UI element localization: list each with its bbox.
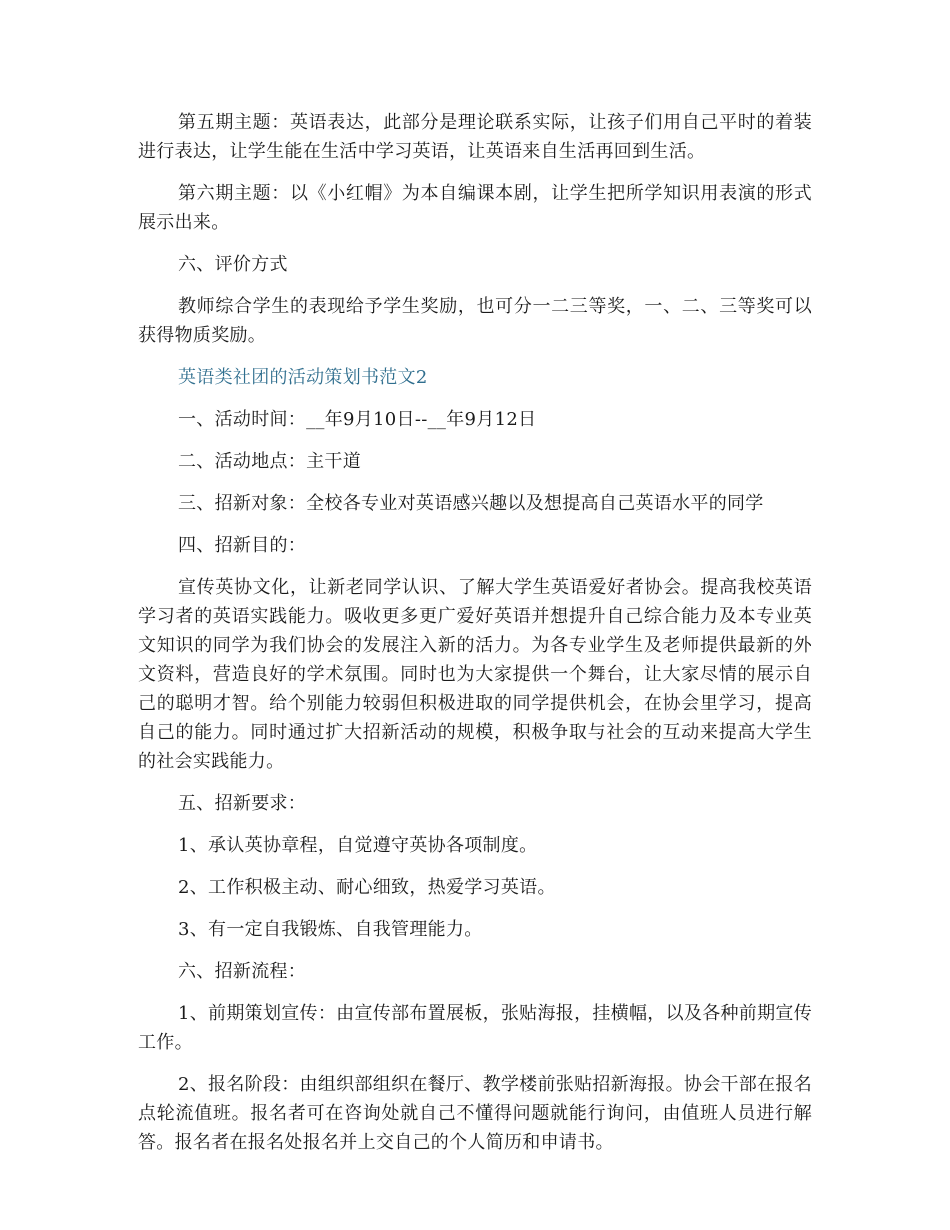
activity-time: 一、活动时间：__年9月10日--__年9月12日 [178, 409, 537, 430]
recruit-purpose-body: 宣传英协文化，让新老同学认识、了解大学生英语爱好者协会。提高我校英语学习者的英语实践能力。吸收更多更广爱好英语并想提升自己综合能力及本专业英文知识的同学为我们协会的发展注入新的活力。为各专业学生及老师提供最新的外文资料，营造良好的学术氛围。同时也为大家提供一个舞台，让大家尽情的展示自己的聪明才智。给个别能力较弱但积极进取的同学提供机会，在协会里学习，提高自己的能力。同时通过扩大招新活动的规模，积极争取与社会的互动来提高大学生的社会实践能力。 [138, 577, 812, 772]
article-2-title: 英语类社团的活动策划书范文2 [178, 367, 428, 388]
paragraph-theme-5: 第五期主题：英语表达，此部分是理论联系实际，让孩子们用自己平时的着装进行表达，让学生能在生活中学习英语，让英语来自生活再回到生活。 [138, 112, 812, 162]
requirement-item-1: 1、承认英协章程，自觉遵守英协各项制度。 [178, 835, 538, 856]
section-evaluation-heading: 六、评价方式 [178, 254, 288, 275]
recruit-target: 三、招新对象：全校各专业对英语感兴趣以及想提高自己英语水平的同学 [178, 493, 764, 514]
requirement-item-2: 2、工作积极主动、耐心细致，热爱学习英语。 [178, 877, 556, 898]
recruit-purpose-heading: 四、招新目的： [178, 535, 307, 556]
paragraph-evaluation: 教师综合学生的表现给予学生奖励，也可分一二三等奖，一、二、三等奖可以获得物质奖励。 [138, 296, 812, 346]
requirement-item-3: 3、有一定自我锻炼、自我管理能力。 [178, 919, 483, 940]
process-item-1: 1、前期策划宣传：由宣传部布置展板，张贴海报，挂横幅，以及各种前期宣传工作。 [138, 1003, 812, 1053]
process-item-2: 2、报名阶段：由组织部组织在餐厅、教学楼前张贴招新海报。协会干部在报名点轮流值班。报名者可在咨询处就自己不懂得问题就能行询问，由值班人员进行解答。报名者在报名处报名并上交自己的个人简历和申请书。 [138, 1074, 812, 1153]
paragraph-theme-6: 第六期主题：以《小红帽》为本自编课本剧，让学生把所学知识用表演的形式展示出来。 [138, 183, 812, 233]
recruit-process-heading: 六、招新流程： [178, 961, 307, 982]
recruit-requirements-heading: 五、招新要求： [178, 793, 307, 814]
activity-location: 二、活动地点：主干道 [178, 451, 361, 472]
document-body [138, 108, 812, 1170]
